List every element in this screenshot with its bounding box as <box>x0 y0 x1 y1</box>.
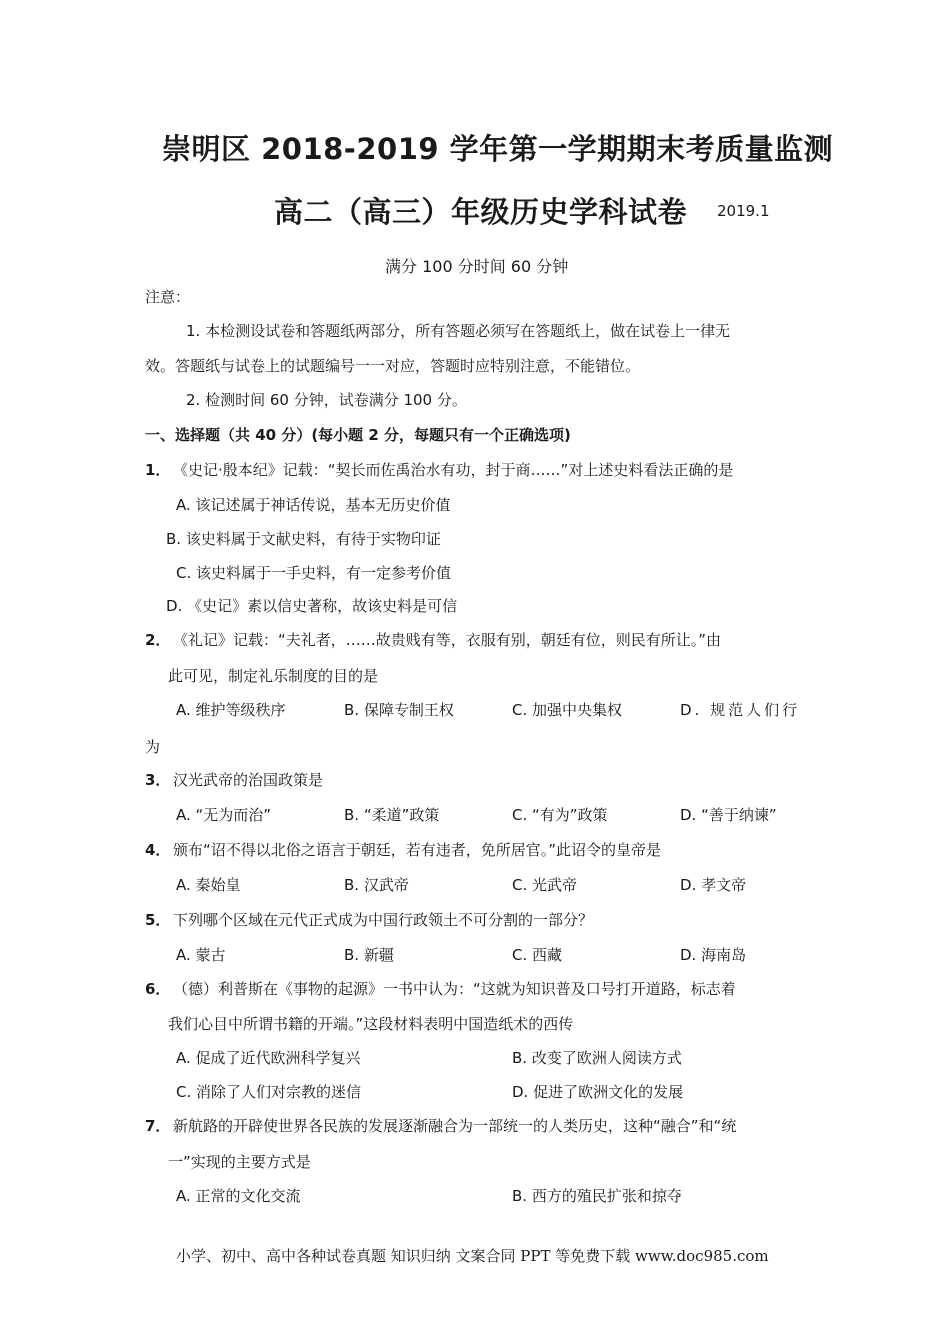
q6-option-d: D. 促进了欧洲文化的发展 <box>512 1083 684 1101</box>
q2-stem-line2: 此可见，制定礼乐制度的目的是 <box>168 667 379 685</box>
q4-option-a: A. 秦始皇 <box>176 876 241 894</box>
q3-option-a: A. “无为而治” <box>176 806 272 824</box>
q4-stem: 颁布“诏不得以北俗之语言于朝廷，若有违者，免所居官。”此诏令的皇帝是 <box>173 841 662 859</box>
q1-stem: 《史记·殷本纪》记载：“契长而佐禹治水有功，封于商……”对上述史料看法正确的是 <box>173 461 734 479</box>
q1-option-c: C. 该史料属于一手史料，有一定参考价值 <box>176 564 452 582</box>
notice-item2: 2. 检测时间 60 分钟，试卷满分 100 分。 <box>186 391 467 409</box>
q1-number: 1． <box>145 461 171 479</box>
q6-option-a: A. 促成了近代欧洲科学复兴 <box>176 1049 361 1067</box>
q3-option-b: B. “柔道”政策 <box>344 806 440 824</box>
q4-option-d: D. 孝文帝 <box>680 876 747 894</box>
q5-number: 5． <box>145 911 171 929</box>
q3-option-c: C. “有为”政策 <box>512 806 608 824</box>
q1-option-d: D. 《史记》素以信史著称，故该史料是可信 <box>166 597 458 615</box>
q6-option-c: C. 消除了人们对宗教的迷信 <box>176 1083 362 1101</box>
q2-option-d: D. 规范人们行 <box>680 701 801 719</box>
q2-option-c: C. 加强中央集权 <box>512 701 623 719</box>
exam-title-line1: 崇明区 2018-2019 学年第一学期期末考质量监测 <box>162 132 834 166</box>
q5-stem: 下列哪个区域在元代正式成为中国行政领土不可分割的一部分？ <box>173 911 594 929</box>
q4-option-c: C. 光武帝 <box>512 876 578 894</box>
section1-title: 一、选择题（共 40 分）(每小题 2 分，每题只有一个正确选项) <box>145 426 571 444</box>
q5-option-d: D. 海南岛 <box>680 946 747 964</box>
q3-option-d: D. “善于纳谏” <box>680 806 777 824</box>
q1-option-b: B. 该史料属于文献史料，有待于实物印证 <box>166 530 441 548</box>
q2-option-b: B. 保障专制王权 <box>344 701 454 719</box>
q2-option-a: A. 维护等级秩序 <box>176 701 286 719</box>
q2-option-d-wrap: 为 <box>145 738 161 756</box>
notice-item1-line1: 1. 本检测设试卷和答题纸两部分，所有答题必须写在答题纸上，做在试卷上一律无 <box>186 322 731 340</box>
q7-option-a: A. 正常的文化交流 <box>176 1187 301 1205</box>
notice-label: 注意： <box>145 288 191 306</box>
q7-number: 7． <box>145 1117 171 1135</box>
q6-option-b: B. 改变了欧洲人阅读方式 <box>512 1049 682 1067</box>
q5-option-a: A. 蒙古 <box>176 946 226 964</box>
q1-option-a: A. 该记述属于神话传说，基本无历史价值 <box>176 496 451 514</box>
q5-option-b: B. 新疆 <box>344 946 394 964</box>
q3-number: 3． <box>145 771 171 789</box>
q7-stem-line2: 一”实现的主要方式是 <box>168 1153 311 1171</box>
score-time-line: 满分 100 分时间 60 分钟 <box>385 257 569 276</box>
exam-date: 2019.1 <box>717 202 770 220</box>
q5-option-c: C. 西藏 <box>512 946 563 964</box>
q4-option-b: B. 汉武帝 <box>344 876 409 894</box>
notice-item1-line2: 效。答题纸与试卷上的试题编号一一对应，答题时应特别注意，不能错位。 <box>145 357 641 375</box>
q7-option-b: B. 西方的殖民扩张和掠夺 <box>512 1187 682 1205</box>
exam-title-line2: 高二（高三）年级历史学科试卷 <box>274 195 688 229</box>
q2-stem-line1: 《礼记》记载：“夫礼者，……故贵贱有等，衣服有别，朝廷有位，则民有所让。”由 <box>173 631 722 649</box>
q7-stem-line1: 新航路的开辟使世界各民族的发展逐渐融合为一部统一的人类历史，这种“融合”和“统 <box>173 1117 737 1135</box>
q4-number: 4． <box>145 841 171 859</box>
q6-stem-line1: （德）利普斯在《事物的起源》一书中认为：“这就为知识普及口号打开道路，标志着 <box>173 980 736 998</box>
q3-stem: 汉光武帝的治国政策是 <box>173 771 324 789</box>
q2-number: 2． <box>145 631 171 649</box>
q6-number: 6． <box>145 980 171 998</box>
footer-download-note: 小学、初中、高中各种试卷真题 知识归纳 文案合同 PPT 等免费下载 www.doc985.com <box>176 1247 769 1265</box>
q6-stem-line2: 我们心目中所谓书籍的开端。”这段材料表明中国造纸术的西传 <box>168 1015 574 1033</box>
